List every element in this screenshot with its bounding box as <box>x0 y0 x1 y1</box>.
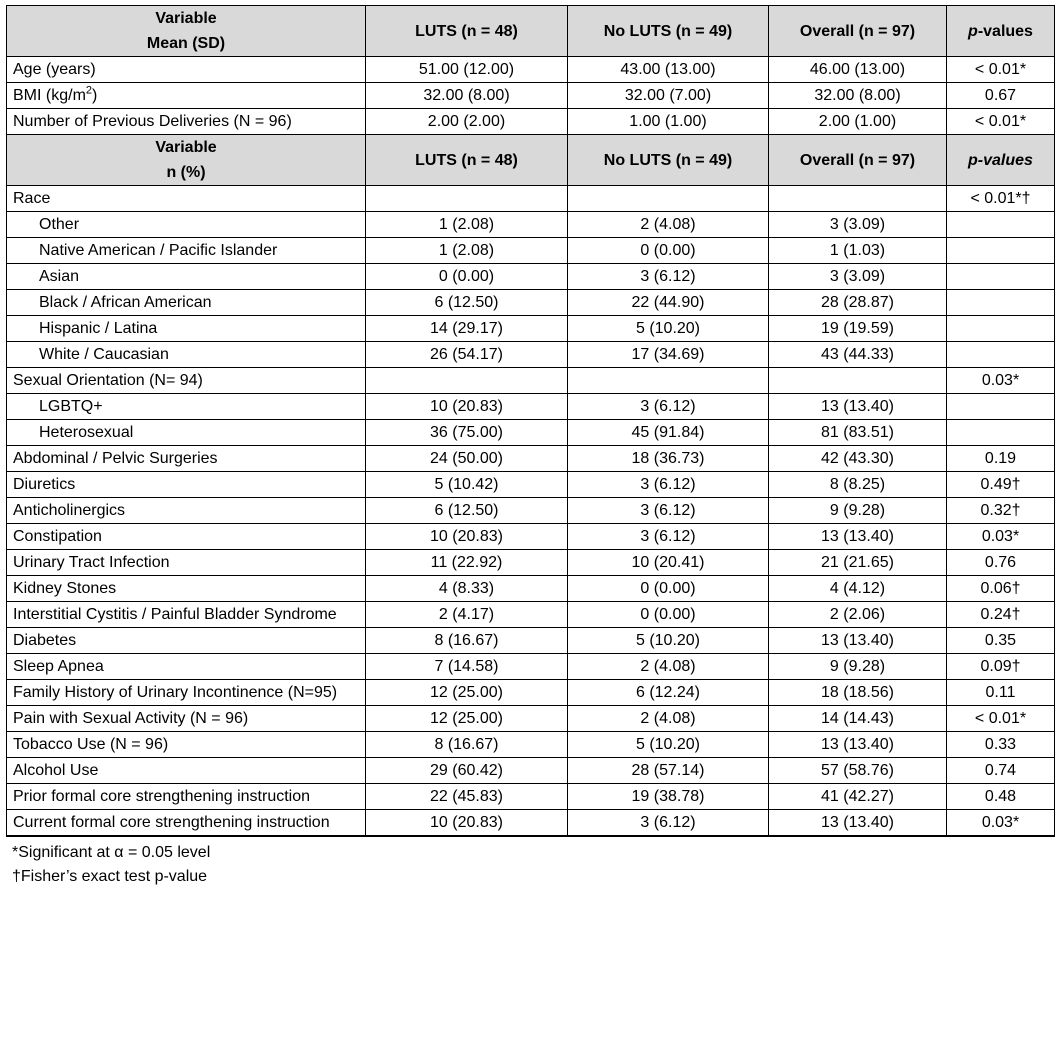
row-label: Current formal core strengthening instruction <box>7 810 366 836</box>
table-row <box>7 368 1055 394</box>
cell-no-luts: 10 (20.41) <box>568 550 769 576</box>
header-variable-line1: Variable <box>155 10 217 27</box>
table-row <box>7 498 1055 524</box>
row-label: Diabetes <box>7 628 366 654</box>
cell-pvalue <box>947 264 1055 290</box>
cell-luts: 36 (75.00) <box>366 420 568 446</box>
cell-no-luts: 17 (34.69) <box>568 342 769 368</box>
cell-luts: 11 (22.92) <box>366 550 568 576</box>
row-label: Hispanic / Latina <box>7 316 366 342</box>
cell-no-luts: 45 (91.84) <box>568 420 769 446</box>
cell-no-luts: 3 (6.12) <box>568 264 769 290</box>
cell-overall: 28 (28.87) <box>769 290 947 316</box>
cell-luts: 4 (8.33) <box>366 576 568 602</box>
cell-pvalue: 0.24† <box>947 602 1055 628</box>
cell-overall: 8 (8.25) <box>769 472 947 498</box>
row-label: LGBTQ+ <box>7 394 366 420</box>
cell-overall <box>769 836 947 837</box>
cell-overall: 13 (13.40) <box>769 524 947 550</box>
cell-overall: 2.00 (1.00) <box>769 109 947 135</box>
cell-overall: 3 (3.09) <box>769 212 947 238</box>
table-row <box>7 264 1055 290</box>
header-overall: Overall (n = 97) <box>769 6 947 57</box>
cell-no-luts: 28 (57.14) <box>568 758 769 784</box>
cell-luts: 24 (50.00) <box>366 446 568 472</box>
header-variable <box>7 6 366 57</box>
cell-luts: 51.00 (12.00) <box>366 57 568 83</box>
table-row <box>7 212 1055 238</box>
cell-luts: 1 (2.08) <box>366 238 568 264</box>
table-row-age <box>7 57 1055 83</box>
cell-pvalue <box>947 342 1055 368</box>
table-row <box>7 290 1055 316</box>
cell-luts: 2.00 (2.00) <box>366 109 568 135</box>
row-label: Diuretics <box>7 472 366 498</box>
cell-pvalue: 0.32† <box>947 498 1055 524</box>
row-label: Native American / Pacific Islander <box>7 238 366 264</box>
table-row <box>7 706 1055 732</box>
cell-luts: 7 (14.58) <box>366 654 568 680</box>
row-label: Sleep Apnea <box>7 654 366 680</box>
cell-luts: 8 (16.67) <box>366 732 568 758</box>
cell-luts: 6 (12.50) <box>366 290 568 316</box>
cell-luts: 10 (20.83) <box>366 524 568 550</box>
cell-no-luts: 22 (44.90) <box>568 290 769 316</box>
footnote-fisher: †Fisher’s exact test p-value <box>12 868 208 885</box>
cell-no-luts: 0 (0.00) <box>568 576 769 602</box>
cell-luts: 2 (4.17) <box>366 602 568 628</box>
row-label <box>7 83 366 109</box>
cell-pvalue: 0.11 <box>947 680 1055 706</box>
cell-no-luts: 1.00 (1.00) <box>568 109 769 135</box>
table-row <box>7 238 1055 264</box>
table-row <box>7 602 1055 628</box>
cell-luts: 22 (45.83) <box>366 784 568 810</box>
cell-no-luts: 3 (6.12) <box>568 524 769 550</box>
table-row <box>7 654 1055 680</box>
table-row-bmi <box>7 83 1055 109</box>
cell-luts: 12 (25.00) <box>366 706 568 732</box>
cell-pvalue: < 0.01* <box>947 109 1055 135</box>
cell-pvalue <box>947 316 1055 342</box>
cell-no-luts: 0 (0.00) <box>568 238 769 264</box>
cell-luts: 10 (20.83) <box>366 810 568 836</box>
header-variable-line1: Variable <box>155 139 217 156</box>
cell-luts: 1 (2.08) <box>366 212 568 238</box>
table-row <box>7 186 1055 212</box>
cell-pvalue: 0.76 <box>947 550 1055 576</box>
cell-overall: 46.00 (13.00) <box>769 57 947 83</box>
header-pvalues-p: p <box>968 22 978 40</box>
cell-luts: 5 (10.42) <box>366 472 568 498</box>
results-table <box>6 5 1055 837</box>
table-row <box>7 758 1055 784</box>
cell-overall: 19 (19.59) <box>769 316 947 342</box>
table-row <box>7 784 1055 810</box>
header-luts: LUTS (n = 48) <box>366 6 568 57</box>
table-row <box>7 628 1055 654</box>
cell-pvalue <box>947 212 1055 238</box>
table-row <box>7 810 1055 836</box>
cell-overall: 13 (13.40) <box>769 628 947 654</box>
cell-no-luts <box>568 836 769 837</box>
table-row <box>7 550 1055 576</box>
table-row <box>7 342 1055 368</box>
cell-pvalue: 0.74 <box>947 758 1055 784</box>
table-row <box>7 446 1055 472</box>
row-label: Heterosexual <box>7 420 366 446</box>
table-row-deliveries <box>7 109 1055 135</box>
footnote-significance: *Significant at α = 0.05 level <box>12 844 211 861</box>
table-row <box>7 472 1055 498</box>
cell-luts: 12 (25.00) <box>366 680 568 706</box>
row-label: Alcohol Use <box>7 758 366 784</box>
table-container <box>6 5 1054 889</box>
cell-overall: 13 (13.40) <box>769 810 947 836</box>
table-row <box>7 316 1055 342</box>
cell-overall: 81 (83.51) <box>769 420 947 446</box>
row-label: Abdominal / Pelvic Surgeries <box>7 446 366 472</box>
row-label: Other <box>7 212 366 238</box>
cell-luts: 0 (0.00) <box>366 264 568 290</box>
cell-pvalue: 0.19 <box>947 446 1055 472</box>
footnotes <box>6 841 1054 889</box>
bmi-label-sup: 2 <box>85 84 93 97</box>
cell-pvalue: < 0.01* <box>947 57 1055 83</box>
cell-no-luts: 3 (6.12) <box>568 472 769 498</box>
cell-overall: 3 (3.09) <box>769 264 947 290</box>
cell-no-luts: 0 (0.00) <box>568 602 769 628</box>
header-row-mean <box>7 6 1055 57</box>
table-row <box>7 420 1055 446</box>
cell-pvalue <box>947 238 1055 264</box>
cell-overall: 57 (58.76) <box>769 758 947 784</box>
header-no-luts: No LUTS (n = 49) <box>568 6 769 57</box>
row-label: Urinary Tract Infection <box>7 550 366 576</box>
row-label: White / Caucasian <box>7 342 366 368</box>
cell-no-luts: 2 (4.08) <box>568 654 769 680</box>
cell-luts: 10 (20.83) <box>366 394 568 420</box>
cell-no-luts: 3 (6.12) <box>568 498 769 524</box>
cell-overall <box>769 186 947 212</box>
table-row <box>7 680 1055 706</box>
row-label: Tobacco Use (N = 96) <box>7 732 366 758</box>
cell-overall: 9 (9.28) <box>769 498 947 524</box>
cell-overall: 4 (4.12) <box>769 576 947 602</box>
cell-overall: 32.00 (8.00) <box>769 83 947 109</box>
cell-overall: 13 (13.40) <box>769 394 947 420</box>
row-label: Constipation <box>7 524 366 550</box>
table-row <box>7 394 1055 420</box>
cell-pvalue <box>947 836 1055 837</box>
cell-pvalue: 0.03* <box>947 810 1055 836</box>
cell-luts: 14 (29.17) <box>366 316 568 342</box>
table-row <box>7 732 1055 758</box>
row-label: Family History of Urinary Incontinence (N=95) <box>7 680 366 706</box>
header-variable-line2: n (%) <box>166 164 206 181</box>
cell-overall: 43 (44.33) <box>769 342 947 368</box>
cell-luts <box>366 368 568 394</box>
cell-overall: 18 (18.56) <box>769 680 947 706</box>
cell-luts: 29 (60.42) <box>366 758 568 784</box>
header-variable <box>7 135 366 186</box>
table-row <box>7 524 1055 550</box>
header-no-luts: No LUTS (n = 49) <box>568 135 769 186</box>
cell-pvalue <box>947 394 1055 420</box>
cell-pvalue: 0.09† <box>947 654 1055 680</box>
cell-luts: 26 (54.17) <box>366 342 568 368</box>
cell-no-luts: 19 (38.78) <box>568 784 769 810</box>
cell-no-luts: 5 (10.20) <box>568 628 769 654</box>
row-label: Asian <box>7 264 366 290</box>
row-label: Kidney Stones <box>7 576 366 602</box>
cell-no-luts: 6 (12.24) <box>568 680 769 706</box>
row-label: Anticholinergics <box>7 498 366 524</box>
cell-overall: 13 (13.40) <box>769 732 947 758</box>
table-row <box>7 576 1055 602</box>
cell-pvalue: 0.03* <box>947 524 1055 550</box>
header-pvalues-suffix: -values <box>977 22 1033 40</box>
bmi-label-prefix: BMI (kg/m <box>13 87 86 104</box>
header-pvalues: p-values <box>947 135 1055 186</box>
cell-luts <box>366 836 568 837</box>
cell-overall: 42 (43.30) <box>769 446 947 472</box>
cell-overall: 21 (21.65) <box>769 550 947 576</box>
cell-no-luts: 18 (36.73) <box>568 446 769 472</box>
cell-no-luts: 5 (10.20) <box>568 316 769 342</box>
header-row-n <box>7 135 1055 186</box>
table-row <box>7 836 1055 837</box>
cell-no-luts: 2 (4.08) <box>568 706 769 732</box>
cell-pvalue: 0.06† <box>947 576 1055 602</box>
cell-overall: 9 (9.28) <box>769 654 947 680</box>
cell-pvalue: < 0.01*† <box>947 186 1055 212</box>
bmi-label-suffix: ) <box>92 87 98 104</box>
header-variable-line2: Mean (SD) <box>146 35 226 52</box>
cell-overall <box>769 368 947 394</box>
cell-no-luts: 3 (6.12) <box>568 394 769 420</box>
cell-luts <box>366 186 568 212</box>
header-pvalues <box>947 6 1055 57</box>
cell-pvalue: 0.48 <box>947 784 1055 810</box>
cell-no-luts <box>568 186 769 212</box>
cell-pvalue: < 0.01* <box>947 706 1055 732</box>
cell-overall: 2 (2.06) <box>769 602 947 628</box>
header-overall: Overall (n = 97) <box>769 135 947 186</box>
cell-pvalue: 0.35 <box>947 628 1055 654</box>
cell-luts: 6 (12.50) <box>366 498 568 524</box>
cell-no-luts: 5 (10.20) <box>568 732 769 758</box>
cell-pvalue <box>947 290 1055 316</box>
row-label: Number of Previous Deliveries (N = 96) <box>7 109 366 135</box>
row-label <box>7 836 366 837</box>
cell-pvalue: 0.49† <box>947 472 1055 498</box>
cell-pvalue: 0.67 <box>947 83 1055 109</box>
cell-overall: 41 (42.27) <box>769 784 947 810</box>
header-luts: LUTS (n = 48) <box>366 135 568 186</box>
cell-overall: 14 (14.43) <box>769 706 947 732</box>
cell-luts: 32.00 (8.00) <box>366 83 568 109</box>
cell-pvalue: 0.03* <box>947 368 1055 394</box>
row-label: Sexual Orientation (N= 94) <box>7 368 366 394</box>
row-label: Prior formal core strengthening instruction <box>7 784 366 810</box>
row-label: Interstitial Cystitis / Painful Bladder Syndrome <box>7 602 366 628</box>
row-label: Black / African American <box>7 290 366 316</box>
cell-luts: 8 (16.67) <box>366 628 568 654</box>
cell-no-luts: 2 (4.08) <box>568 212 769 238</box>
cell-pvalue <box>947 420 1055 446</box>
cell-overall: 1 (1.03) <box>769 238 947 264</box>
cell-no-luts: 43.00 (13.00) <box>568 57 769 83</box>
row-label: Race <box>7 186 366 212</box>
cell-no-luts: 32.00 (7.00) <box>568 83 769 109</box>
cell-pvalue: 0.33 <box>947 732 1055 758</box>
cell-no-luts: 3 (6.12) <box>568 810 769 836</box>
row-label: Age (years) <box>7 57 366 83</box>
cell-no-luts <box>568 368 769 394</box>
row-label: Pain with Sexual Activity (N = 96) <box>7 706 366 732</box>
